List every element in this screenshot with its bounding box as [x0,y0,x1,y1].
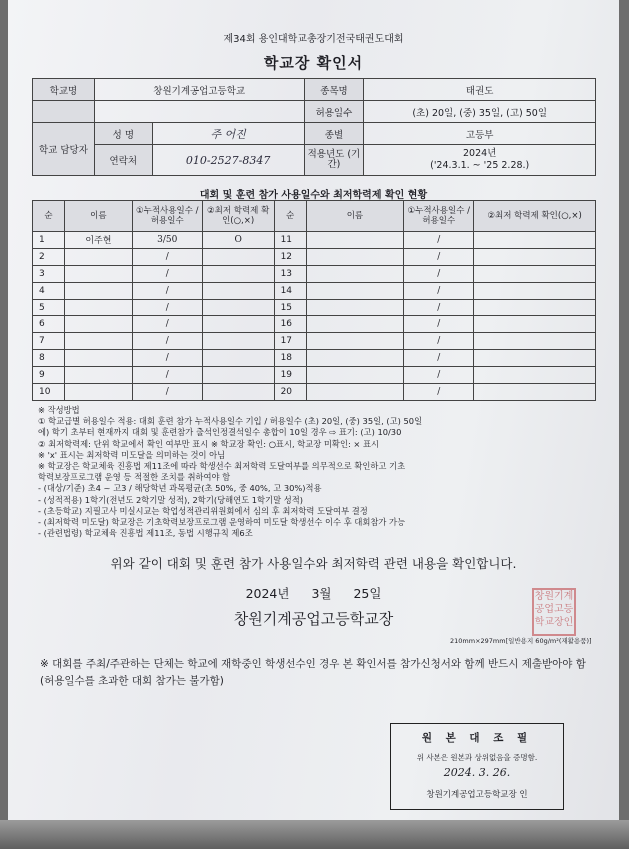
row-min [202,299,274,316]
row-no: 19 [274,367,306,384]
row-min [202,333,274,350]
note-line: 학력보장프로그램 운영 등 적절한 조치를 취하여야 함 [38,472,231,483]
contact-value: 010-2527-8347 [152,145,304,176]
section-title: 대회 및 훈련 참가 사용일수와 최저학력제 확인 현황 [199,190,428,201]
row-name [306,333,404,350]
table-row [33,333,596,350]
row-min [202,265,274,282]
instructions [38,405,598,539]
event-header: 제34회 용인대학교총장기전국태권도대회 [223,34,404,45]
row-days: / [132,350,202,367]
row-no: 5 [33,299,65,316]
row-days: / [132,299,202,316]
table-row [33,248,596,265]
contact-label: 연락처 [94,145,152,176]
row-days: / [132,367,202,384]
row-days: / [132,316,202,333]
note-line: ② 최저학력제: 단위 학교에서 확인 여부만 표시 ※ 학교장 확인: ○표시, 학교장 미확인: × 표시 [38,438,380,449]
table-row [33,350,596,367]
name-value: 주 어진 [152,123,304,145]
row-name [64,384,132,401]
bottom-note: ※ 대회를 주최/주관하는 단체는 학교에 재학중인 학생선수인 경우 본 확인서를 참가신청서와 함께 반드시 제출받아야 함(허용일수를 초과한 대회 참가는 불가함) [40,658,586,687]
row-name [64,367,132,384]
row-no: 10 [33,384,65,401]
table-row [33,282,596,299]
period-value: ('24.3.1. ~ '25 2.28.) [430,160,530,171]
col-days: ①누적사용일수 /허용일수 [132,201,202,232]
row-days: / [404,316,474,333]
row-min [202,316,274,333]
col-min: ②최저 학력제 확인(○,×) [474,201,596,232]
row-min [474,248,596,265]
row-name [306,350,404,367]
seal-text: 창원기계공업고등학교장인 [534,591,574,628]
row-name [306,299,404,316]
note-line: - (최저학력 미도달) 학교장은 기초학력보장프로그램 운영하여 미도달 학생선수 이수 후 대회참가 가능 [38,517,406,528]
note-line: ※ 작성방법 [38,405,80,415]
row-min [474,265,596,282]
row-min [474,384,596,401]
note-line: ① 학교급별 허용일수 적용: 대회 훈련 참가 누적사용일수 기입 / 허용일수 (초) 20일, (중) 35일, (고) 50일 [38,416,423,427]
row-name [64,248,132,265]
row-no: 8 [33,350,65,367]
col-name: 이름 [306,201,404,232]
col-no: 순 [33,201,65,232]
row-days: 3/50 [132,232,202,249]
col-no: 순 [274,201,306,232]
row-days: / [404,367,474,384]
year-value: 2024년 [463,148,497,159]
table-row [33,316,596,333]
row-days: / [404,282,474,299]
row-days: / [132,265,202,282]
row-no: 12 [274,248,306,265]
table-row [33,367,596,384]
original-title: 원 본 대 조 필 [421,732,533,744]
row-no: 15 [274,299,306,316]
note-line: ※ 학교장은 학교체육 진흥법 제11조에 따라 학생선수 최저학력 도달여부를 의무적으로 확인하고 기초 [38,461,406,472]
row-no: 17 [274,333,306,350]
row-no: 4 [33,282,65,299]
row-no: 11 [274,232,306,249]
row-days: / [404,248,474,265]
row-name [306,282,404,299]
row-no: 13 [274,265,306,282]
row-min [474,333,596,350]
issue-date: 2024년 3월 25일 [245,586,382,601]
row-min [474,350,596,367]
row-name [64,299,132,316]
col-name: 이름 [64,201,132,232]
row-no: 2 [33,248,65,265]
row-no: 1 [33,232,65,249]
row-no: 7 [33,333,65,350]
row-days: / [404,265,474,282]
col-days: ①누적사용일수 /허용일수 [404,201,474,232]
row-days: / [132,384,202,401]
row-min [474,282,596,299]
manager-label: 학교 담당자 [33,123,95,176]
row-min [474,232,596,249]
row-min [202,282,274,299]
row-days: / [132,333,202,350]
row-days: / [404,384,474,401]
row-min [474,299,596,316]
col-min: ②최저 학력제 확인(○,×) [202,201,274,232]
row-name [64,350,132,367]
school-label: 학교명 [33,79,95,101]
note-line: 에) 학기 초부터 현재까지 대회 및 훈련참가 출석인정결석일수 총합이 10일 경우 ⇨ 표기: (고) 10/30 [38,427,402,438]
document-title: 학교장 확인서 [263,54,364,72]
table-row [33,384,596,401]
note-line: ※ 'x' 표시는 최저학력 미도달을 의미하는 것이 아님 [38,449,226,460]
paper-spec: 210mm×297mm[일반용지 60g/m²(재활용품)] [450,637,592,645]
filler-cell [94,101,304,123]
school-seal-stamp [532,588,576,636]
note-line: - (관련법령) 학교체육 진흥법 제11조, 동법 시행규칙 제6조 [38,528,253,539]
row-min [202,248,274,265]
row-no: 14 [274,282,306,299]
row-name [306,367,404,384]
row-no: 20 [274,384,306,401]
row-name [306,384,404,401]
row-min: O [202,232,274,249]
note-line: - (초등학교) 지필고사 미실시교는 학업성적관리위원회에서 심의 후 최저학력 도달여부 결정 [38,505,368,516]
original-copy-stamp [390,723,564,810]
row-name [306,232,404,249]
event-label: 종목명 [304,79,364,101]
name-label: 성 명 [94,123,152,145]
year-cell [364,145,596,176]
row-no: 16 [274,316,306,333]
division-label: 종별 [304,123,364,145]
background-surface [0,820,629,849]
row-days: / [404,232,474,249]
row-days: / [404,333,474,350]
row-name [306,316,404,333]
division-value: 고등부 [364,123,596,145]
year-label: 적용년도 (기간) [304,145,364,176]
row-min [202,384,274,401]
row-days: / [404,350,474,367]
allowed-label: 허용일수 [304,101,364,123]
row-days: / [132,248,202,265]
row-min [202,350,274,367]
allowed-value: (초) 20일, (중) 35일, (고) 50일 [364,101,596,123]
row-name [306,248,404,265]
info-table [32,78,596,176]
row-name [64,265,132,282]
original-date: 2024. 3. 26. [443,766,511,779]
row-min [202,367,274,384]
row-days: / [404,299,474,316]
row-name [64,282,132,299]
row-days: / [132,282,202,299]
table-row [33,232,596,249]
note-line: - (대상/기준) 초4 ~ 고3 / 해당학년 과목평균(초 50%, 중 40%, 고 30%)적용 [38,483,322,494]
original-text: 위 사본은 원본과 상위없음을 증명함. [416,753,538,762]
school-value: 창원기계공업고등학교 [94,79,304,101]
event-value: 태권도 [364,79,596,101]
row-name [64,333,132,350]
row-no: 18 [274,350,306,367]
principal-signature: 창원기계공업고등학교장 [233,610,394,628]
table-row [33,299,596,316]
row-no: 3 [33,265,65,282]
row-min [474,367,596,384]
table-row [33,265,596,282]
row-no: 6 [33,316,65,333]
row-name [64,316,132,333]
confirmation-text: 위와 같이 대회 및 훈련 참가 사용일수와 최저학력 관련 내용을 확인합니다. [110,556,517,571]
note-line: - (성적적용) 1학기(전년도 2학기말 성적), 2학기(당해연도 1학기말 성적) [38,494,304,505]
row-name: 이주현 [64,232,132,249]
participant-table [32,200,596,401]
filler-cell [33,101,95,123]
row-name [306,265,404,282]
document-page [8,0,619,849]
row-no: 9 [33,367,65,384]
original-sign: 창원기계공업고등학교장 인 [426,790,528,800]
row-min [474,316,596,333]
